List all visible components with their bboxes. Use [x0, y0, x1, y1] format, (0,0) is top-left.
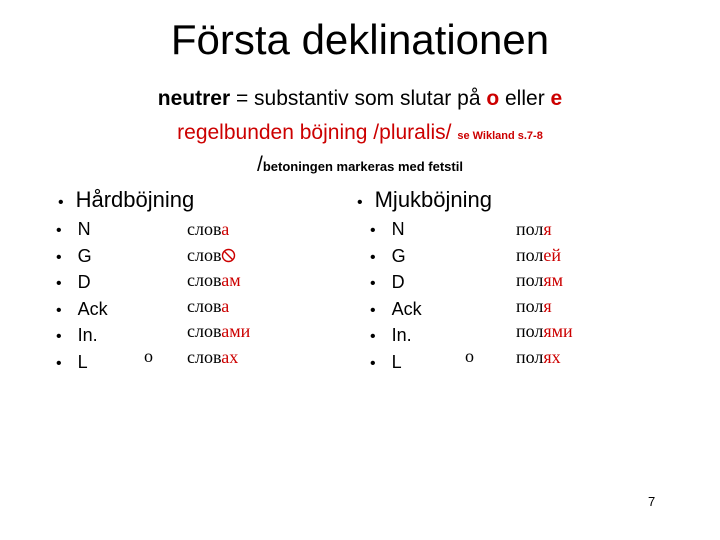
case-label: D [77, 272, 91, 292]
word-form [516, 217, 573, 243]
word-form [187, 319, 250, 345]
neutrer-term: neutrer [157, 87, 231, 110]
bullet: • [56, 301, 62, 319]
stem: слов [187, 270, 222, 290]
subtitle-line-2 [0, 120, 720, 149]
left-preposition: о [144, 346, 153, 366]
bullet: • [56, 248, 62, 266]
case-label: L [391, 351, 402, 372]
stem: слов [187, 295, 222, 316]
left-case-list [56, 217, 108, 376]
ending: я [543, 219, 552, 239]
list-item [370, 270, 422, 297]
right-heading [357, 186, 492, 217]
stem: пол [516, 270, 544, 290]
left-forms [187, 217, 250, 370]
case-label: N [391, 219, 405, 239]
ending: ях [543, 346, 561, 367]
bullet: • [370, 275, 376, 292]
null-ending-icon [221, 245, 236, 260]
bullet: • [357, 194, 363, 211]
word-form [516, 319, 573, 345]
list-item [56, 297, 108, 324]
word-form [187, 294, 250, 320]
right-forms [516, 217, 573, 370]
stem: пол [516, 244, 544, 265]
bullet: • [370, 354, 376, 372]
word-form [187, 268, 250, 294]
list-item [56, 323, 108, 350]
ending-o: o [486, 87, 500, 110]
bullet: • [370, 248, 376, 266]
regular-declension-note: regelbunden böjning /pluralis/ [177, 121, 458, 144]
bullet: • [56, 328, 62, 345]
word-form [516, 294, 573, 320]
bullet: • [56, 222, 62, 239]
bullet: • [56, 354, 62, 372]
page-number: 7 [648, 494, 656, 509]
stem: слов [187, 346, 222, 367]
list-item [56, 244, 108, 271]
list-item [370, 217, 422, 244]
word-form [187, 345, 250, 371]
stem: слов [187, 321, 222, 341]
right-heading-label: Mjukböjning [374, 187, 493, 212]
right-case-list [370, 217, 422, 376]
word-form [516, 345, 573, 371]
subtitle-line-3 [0, 152, 720, 180]
bullet: • [56, 275, 62, 292]
bullet: • [370, 328, 376, 345]
case-label: In. [391, 325, 412, 345]
ending: я [543, 295, 552, 316]
list-item [56, 350, 108, 377]
stem: пол [516, 295, 544, 316]
list-item [370, 244, 422, 271]
slash: / [257, 153, 263, 176]
list-item [370, 297, 422, 324]
case-label: N [77, 219, 91, 239]
case-label: L [77, 351, 88, 372]
slide-title: Första deklinationen [170, 16, 550, 63]
ending: ах [221, 346, 239, 367]
reference-note: se Wikland s.7-8 [457, 130, 543, 142]
subtitle-line-1 [0, 86, 720, 112]
case-label: Ack [77, 298, 108, 319]
ending: а [221, 295, 230, 316]
right-preposition: о [465, 346, 474, 366]
case-label: G [391, 245, 406, 266]
stem: слов [187, 244, 222, 265]
ending: ей [543, 244, 562, 265]
case-label: D [391, 272, 405, 292]
stem: слов [187, 219, 222, 239]
ending: ам [221, 270, 241, 290]
stem: пол [516, 219, 544, 239]
bullet: • [370, 222, 376, 239]
case-label: G [77, 245, 92, 266]
stem: пол [516, 346, 544, 367]
ending: а [221, 219, 230, 239]
word-form [187, 217, 250, 243]
ending: ям [543, 270, 564, 290]
subtitle-definition: = substantiv som slutar på [230, 87, 487, 110]
bullet: • [370, 301, 376, 319]
ending-e: e [550, 87, 563, 110]
ending: ями [543, 321, 573, 341]
list-item [56, 270, 108, 297]
word-form [187, 243, 250, 269]
case-label: In. [77, 325, 98, 345]
list-item [370, 350, 422, 377]
word-form [516, 268, 573, 294]
list-item [56, 217, 108, 244]
subtitle-or: eller [499, 87, 551, 110]
word-form [516, 243, 573, 269]
ending: ами [221, 321, 251, 341]
left-heading-label: Hårdböjning [75, 187, 195, 212]
left-heading [58, 186, 194, 217]
case-label: Ack [391, 298, 422, 319]
list-item [370, 323, 422, 350]
stem: пол [516, 321, 544, 341]
stress-note: betoningen markeras med fetstil [262, 159, 463, 174]
bullet: • [58, 194, 64, 211]
